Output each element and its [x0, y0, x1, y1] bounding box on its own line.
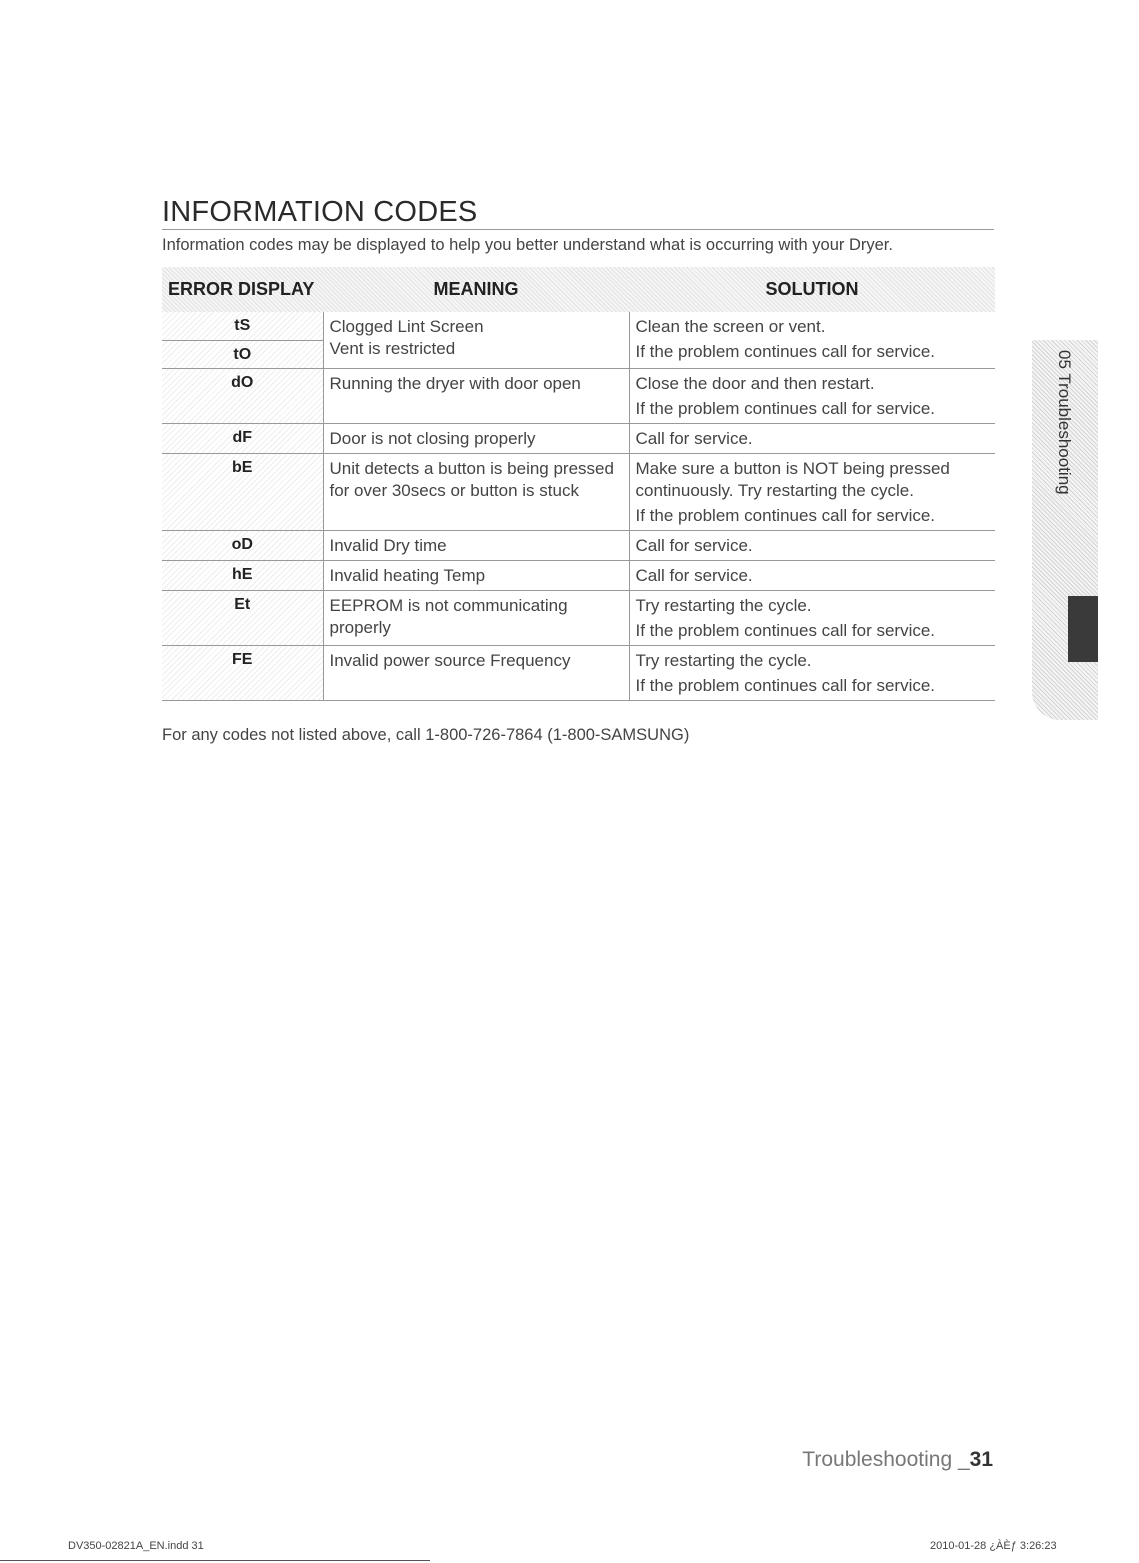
- solution-text: Try restarting the cycle.: [635, 596, 812, 615]
- chapter-label: 05 Troubleshooting: [1055, 350, 1074, 495]
- solution-text: If the problem continues call for service.: [635, 676, 936, 695]
- solution-text: Make sure a button is NOT being pressed continuously. Try restarting the cycle.: [635, 459, 950, 500]
- error-code-cell: [162, 424, 323, 454]
- table-row: [162, 312, 995, 369]
- table-row: [162, 454, 995, 531]
- meaning-text: Door is not closing properly: [329, 429, 536, 448]
- error-code-cell: [162, 591, 323, 646]
- error-code-cell: [162, 646, 323, 701]
- error-code: bE: [232, 459, 253, 476]
- chapter-marker: [1068, 596, 1098, 662]
- solution-text: If the problem continues call for service.: [635, 399, 936, 418]
- table-row: [162, 646, 995, 701]
- solution-text: If the problem continues call for service.: [635, 342, 936, 361]
- table-header-row: [162, 267, 995, 312]
- meaning-text: Invalid heating Temp: [329, 566, 486, 585]
- error-code: hE: [232, 566, 253, 583]
- meaning-text: Running the dryer with door open: [329, 374, 581, 393]
- header-error-display: ERROR DISPLAY: [162, 267, 323, 312]
- meaning-text: Clogged Lint Screen Vent is restricted: [329, 317, 484, 358]
- solution-text: If the problem continues call for service.: [635, 621, 936, 640]
- meaning-text: Unit detects a button is being pressed for over 30secs or button is stuck: [329, 459, 614, 500]
- table-row: [162, 369, 995, 424]
- print-slug-file: DV350-02821A_EN.indd 31: [68, 1540, 204, 1552]
- meaning-cell: [323, 312, 629, 369]
- footer-note: For any codes not listed above, call 1-800-726-7864 (1-800-SAMSUNG): [162, 726, 690, 744]
- error-code: dO: [231, 374, 254, 391]
- table-row: [162, 591, 995, 646]
- solution-cell: [629, 369, 995, 424]
- solution-cell: [629, 561, 995, 591]
- table-row: [162, 531, 995, 561]
- error-code-cell: [162, 531, 323, 561]
- footer-section: Troubleshooting _: [802, 1448, 970, 1471]
- meaning-text: EEPROM is not communicating properly: [329, 596, 568, 637]
- error-code: tO: [162, 340, 323, 365]
- meaning-cell: [323, 424, 629, 454]
- error-code: FE: [232, 651, 253, 668]
- solution-text: Try restarting the cycle.: [635, 651, 812, 670]
- information-codes-table: [162, 267, 995, 701]
- intro-text: Information codes may be displayed to help you better understand what is occurring with your Dryer.: [162, 236, 893, 254]
- solution-cell: [629, 646, 995, 701]
- error-code: tS: [234, 317, 251, 334]
- print-slug-stamp: 2010-01-28 ¿ÀÈƒ 3:26:23: [930, 1540, 1057, 1552]
- solution-text: If the problem continues call for service.: [635, 506, 936, 525]
- error-code: Et: [234, 596, 251, 613]
- meaning-cell: [323, 454, 629, 531]
- error-code-cell: [162, 312, 323, 369]
- solution-text: Call for service.: [635, 536, 753, 555]
- solution-cell: [629, 424, 995, 454]
- page-title: INFORMATION CODES: [162, 196, 994, 230]
- meaning-text: Invalid Dry time: [329, 536, 447, 555]
- error-code-cell: [162, 561, 323, 591]
- meaning-cell: [323, 369, 629, 424]
- solution-text: Call for service.: [635, 429, 753, 448]
- solution-text: Clean the screen or vent.: [635, 317, 826, 336]
- page-number: 31: [969, 1448, 993, 1471]
- meaning-cell: [323, 531, 629, 561]
- error-code: dF: [232, 429, 253, 446]
- meaning-text: Invalid power source Frequency: [329, 651, 571, 670]
- meaning-cell: [323, 561, 629, 591]
- solution-text: Close the door and then restart.: [635, 374, 875, 393]
- meaning-cell: [323, 646, 629, 701]
- header-solution: SOLUTION: [629, 267, 995, 312]
- solution-text: Call for service.: [635, 566, 753, 585]
- chapter-side-tab: [1032, 340, 1098, 720]
- table-row: [162, 561, 995, 591]
- error-code-cell: [162, 454, 323, 531]
- page-footer: [802, 1448, 993, 1472]
- solution-cell: [629, 312, 995, 369]
- solution-cell: [629, 591, 995, 646]
- table-body: [162, 312, 995, 701]
- bottom-rule: [0, 1560, 430, 1561]
- error-code: oD: [231, 536, 253, 553]
- solution-cell: [629, 454, 995, 531]
- error-code-cell: [162, 369, 323, 424]
- solution-cell: [629, 531, 995, 561]
- table-row: [162, 424, 995, 454]
- meaning-cell: [323, 591, 629, 646]
- header-meaning: MEANING: [323, 267, 629, 312]
